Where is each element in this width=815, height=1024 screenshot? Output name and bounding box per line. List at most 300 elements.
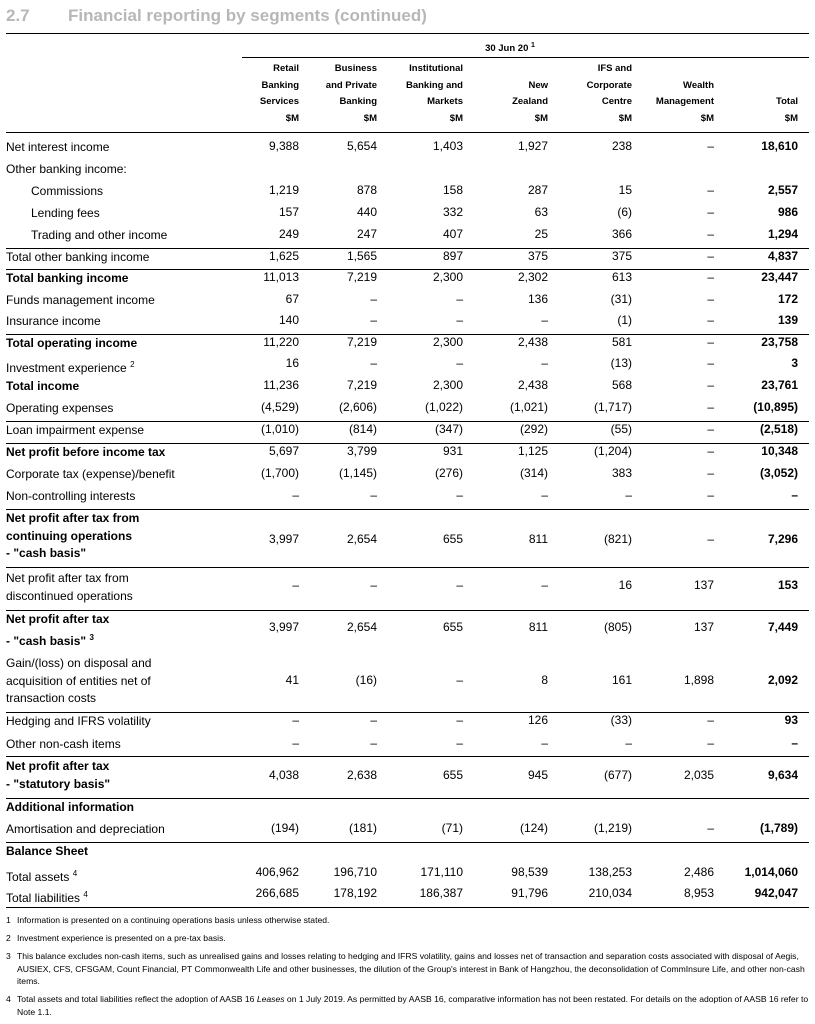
row-label-text: Funds management income <box>6 293 155 307</box>
cell-value: 7,219 <box>346 270 377 284</box>
row-separator <box>6 842 809 843</box>
row-label <box>6 422 144 440</box>
cell-value: (3,052) <box>759 466 798 480</box>
footnote-number: 2 <box>6 933 11 943</box>
period-label: 30 Jun 20 <box>485 43 529 55</box>
cell-value: 11,236 <box>263 378 299 392</box>
table-row <box>6 205 809 225</box>
cell-value: 332 <box>442 205 463 219</box>
column-header-line: Banking <box>261 79 299 91</box>
cell-value: 5,654 <box>346 139 377 153</box>
footnote-text-italic: Leases <box>256 994 285 1004</box>
row-label-text: Additional information <box>6 800 134 814</box>
table-row <box>6 736 809 756</box>
row-label-line: Net profit after tax <box>6 612 110 626</box>
cell-value: 8,953 <box>683 886 714 900</box>
row-label-text: Total other banking income <box>6 250 150 264</box>
cell-value: – <box>707 205 714 219</box>
cell-value: – <box>791 488 798 502</box>
cell-value: 3 <box>791 356 798 370</box>
cell-value: – <box>456 313 463 327</box>
row-label <box>6 510 139 563</box>
column-unit: $M <box>618 112 632 124</box>
row-separator <box>6 567 809 568</box>
column-unit: $M <box>363 112 377 124</box>
cell-value: 2,557 <box>767 183 798 197</box>
row-label-text: Amortisation and depreciation <box>6 822 165 836</box>
cell-value: (16) <box>355 673 377 687</box>
column-header-line: Retail <box>273 63 299 74</box>
cell-value: 136 <box>527 292 548 306</box>
cell-value: 878 <box>356 183 377 197</box>
cell-value: 91,796 <box>511 886 548 900</box>
row-label <box>6 821 165 839</box>
row-label-text: Operating expenses <box>6 401 114 415</box>
cell-value: – <box>707 270 714 284</box>
row-separator <box>6 248 809 249</box>
row-label-line: - "cash basis" $^3$ <box>6 632 94 648</box>
cell-value: – <box>707 313 714 327</box>
cell-value: 16 <box>285 356 299 370</box>
row-label <box>6 227 167 245</box>
cell-value: 2,654 <box>346 532 377 546</box>
cell-value: (181) <box>348 821 377 835</box>
cell-value: 655 <box>442 768 463 782</box>
cell-value: (31) <box>610 292 632 306</box>
cell-value: 287 <box>527 183 548 197</box>
row-label-text: Total assets <box>6 870 70 884</box>
row-label <box>6 444 165 462</box>
row-separator <box>6 712 809 713</box>
cell-value: 186,387 <box>419 886 463 900</box>
cell-value: – <box>456 356 463 370</box>
cell-value: – <box>370 356 377 370</box>
column-header-line: Banking and <box>405 79 463 91</box>
cell-value: 366 <box>611 227 632 241</box>
cell-value: 655 <box>442 620 463 634</box>
footnote <box>6 993 809 1018</box>
row-label-text: Net profit before income tax <box>6 445 166 459</box>
cell-value: 4,837 <box>767 249 798 263</box>
footnote-number: 1 <box>6 915 11 925</box>
cell-value: 172 <box>777 292 798 306</box>
cell-value: 126 <box>527 713 548 727</box>
table-row <box>6 335 809 355</box>
cell-value: 153 <box>777 578 798 592</box>
cell-value: – <box>370 313 377 327</box>
cell-value: (1,789) <box>759 821 798 835</box>
row-label-text: Non-controlling interests <box>6 489 136 503</box>
cell-value: (2,606) <box>338 400 377 414</box>
cell-value: – <box>707 292 714 306</box>
table-row <box>6 713 809 733</box>
footnote-number: 4 <box>6 994 11 1004</box>
table-row <box>6 183 809 203</box>
row-label-text: Total operating income <box>6 336 138 350</box>
cell-value: 11,220 <box>263 335 299 349</box>
cell-value: – <box>292 488 299 502</box>
cell-value: – <box>456 736 463 750</box>
footnote-text <box>17 993 809 1018</box>
period-footnote-ref: 1 <box>531 42 535 49</box>
cell-value: – <box>370 578 377 592</box>
footnote-rule <box>6 907 809 908</box>
cell-value: 1,625 <box>268 249 299 263</box>
footnote-number: 3 <box>6 951 11 961</box>
table-row <box>6 378 809 398</box>
column-header-line: Services <box>259 96 299 107</box>
cell-value: 2,035 <box>683 768 714 782</box>
section-title: Financial reporting by segments (continued) <box>68 6 427 25</box>
cell-value: (2,518) <box>759 422 798 436</box>
cell-value: – <box>707 532 714 546</box>
cell-value: 63 <box>534 205 548 219</box>
footnote-text: Information is presented on a continuing operations basis unless otherwise stated. <box>17 915 330 925</box>
cell-value: – <box>541 578 548 592</box>
cell-value: 2,654 <box>346 620 377 634</box>
table-row <box>6 886 809 906</box>
cell-value: – <box>370 488 377 502</box>
row-separator <box>6 421 809 422</box>
cell-value: 9,388 <box>268 139 299 153</box>
column-header-line: Business <box>334 63 377 74</box>
cell-value: 15 <box>618 183 632 197</box>
table-row <box>6 422 809 442</box>
cell-value: – <box>292 713 299 727</box>
cell-value: 2,300 <box>432 335 463 349</box>
table-row <box>6 655 809 709</box>
table-row <box>6 292 809 312</box>
row-label <box>6 611 109 650</box>
cell-value: 3,997 <box>268 532 299 546</box>
row-label-text: Hedging and IFRS volatility <box>6 714 151 728</box>
table-row <box>6 400 809 420</box>
cell-value: 986 <box>777 205 798 219</box>
cell-value: (1,204) <box>593 444 632 458</box>
cell-value: – <box>456 578 463 592</box>
cell-value: (314) <box>519 466 548 480</box>
column-header-line: Institutional <box>409 63 463 74</box>
row-label <box>6 799 134 817</box>
row-label-line: acquisition of entities net of <box>6 673 151 688</box>
cell-value: – <box>707 227 714 241</box>
column-unit: $M <box>700 112 714 124</box>
row-label <box>6 886 88 908</box>
cell-value: – <box>707 400 714 414</box>
row-label-line: Net profit after tax from <box>6 571 129 585</box>
cell-value: – <box>456 673 463 687</box>
row-label-text: Investment experience <box>6 361 127 375</box>
cell-value: (677) <box>603 768 632 782</box>
table-row <box>6 313 809 333</box>
row-label <box>6 713 151 731</box>
cell-value: (1,145) <box>338 466 377 480</box>
section-header <box>6 6 427 32</box>
cell-value: – <box>625 488 632 502</box>
cell-value: 383 <box>611 466 632 480</box>
footnote-text-part: Total assets and total liabilities reflect the adoption of AASB 16 <box>17 994 257 1004</box>
cell-value: 1,125 <box>517 444 548 458</box>
column-header-line: Centre <box>601 96 632 107</box>
cell-value: 10,348 <box>761 444 798 458</box>
footnote-text-part: on 1 July 2019. As permitted by AASB 16, comparative information has not been restated. For details on the adoption of AASB 16 refer to Note 1.1. <box>17 994 809 1017</box>
row-label-line: Gain/(loss) on disposal and <box>6 656 152 670</box>
column-header-line: Total <box>776 96 798 107</box>
cell-value: 210,034 <box>588 886 632 900</box>
cell-value: – <box>541 736 548 750</box>
cell-value: (33) <box>610 713 632 727</box>
row-label <box>6 161 127 179</box>
cell-value: (347) <box>434 422 463 436</box>
footnote-ref: 3 <box>89 632 94 642</box>
row-separator <box>6 756 809 757</box>
row-label <box>6 758 110 793</box>
cell-value: 811 <box>528 620 548 634</box>
cell-value: – <box>625 736 632 750</box>
cell-value: 440 <box>356 205 377 219</box>
cell-value: – <box>456 488 463 502</box>
row-label-text: Commissions <box>31 184 104 198</box>
cell-value: 138,253 <box>588 865 632 879</box>
table-row <box>6 799 809 819</box>
cell-value: (124) <box>519 821 548 835</box>
cell-value: 140 <box>278 313 299 327</box>
table-row <box>6 249 809 269</box>
cell-value: (1,021) <box>509 400 548 414</box>
cell-value: – <box>791 736 798 750</box>
section-number: 2.7 <box>6 6 30 25</box>
table-row <box>6 843 809 863</box>
cell-value: 1,219 <box>268 183 299 197</box>
cell-value: – <box>370 713 377 727</box>
row-label <box>6 488 135 506</box>
row-label <box>6 183 103 201</box>
footnote <box>6 914 809 927</box>
row-separator <box>6 269 809 270</box>
cell-value: 41 <box>285 673 299 687</box>
cell-value: 2,486 <box>683 865 714 879</box>
cell-value: (814) <box>348 422 377 436</box>
row-label-line: Net profit after tax <box>6 759 110 773</box>
cell-value: 375 <box>527 249 548 263</box>
cell-value: 568 <box>611 378 632 392</box>
cell-value: – <box>707 736 714 750</box>
cell-value: – <box>707 183 714 197</box>
cell-value: 407 <box>442 227 463 241</box>
column-header-line: Zealand <box>512 96 548 107</box>
cell-value: (805) <box>603 620 632 634</box>
row-label-line: Net profit after tax from <box>6 511 140 525</box>
table-row <box>6 570 809 606</box>
cell-value: 238 <box>611 139 632 153</box>
cell-value: 613 <box>611 270 632 284</box>
cell-value: – <box>541 488 548 502</box>
cell-value: 811 <box>528 532 548 546</box>
row-label-text: Total liabilities <box>6 891 81 905</box>
cell-value: 1,014,060 <box>744 865 798 879</box>
footnote-text: Investment experience is presented on a pre-tax basis. <box>17 933 226 943</box>
row-label-line: discontinued operations <box>6 588 133 603</box>
cell-value: 1,565 <box>346 249 377 263</box>
cell-value: 247 <box>356 227 377 241</box>
cell-value: 7,296 <box>767 532 798 546</box>
row-label <box>6 356 135 378</box>
cell-value: 158 <box>442 183 463 197</box>
cell-value: 67 <box>285 292 299 306</box>
row-label-text: Loan impairment expense <box>6 423 145 437</box>
row-label-line: - "cash basis" <box>6 546 87 560</box>
cell-value: 178,192 <box>333 886 377 900</box>
cell-value: 161 <box>611 673 632 687</box>
column-header-line: Management <box>655 96 714 107</box>
cell-value: (71) <box>441 821 463 835</box>
cell-value: – <box>456 713 463 727</box>
column-header-line: and Private <box>325 79 377 91</box>
cell-value: – <box>707 713 714 727</box>
cell-value: 93 <box>784 713 798 727</box>
row-label <box>6 292 155 310</box>
cell-value: – <box>707 356 714 370</box>
cell-value: 581 <box>611 335 632 349</box>
cell-value: (4,529) <box>260 400 299 414</box>
row-label-line: transaction costs <box>6 691 97 705</box>
cell-value: (1) <box>617 313 632 327</box>
row-label <box>6 655 151 708</box>
row-label <box>6 139 109 157</box>
column-header <box>698 61 798 127</box>
cell-value: – <box>707 335 714 349</box>
cell-value: 1,403 <box>432 139 463 153</box>
cell-value: 11,013 <box>263 270 299 284</box>
cell-value: 2,638 <box>346 768 377 782</box>
row-label <box>6 249 149 267</box>
cell-value: 2,438 <box>517 335 548 349</box>
column-header-line: Banking <box>339 96 377 107</box>
column-unit: $M <box>534 112 548 124</box>
cell-value: 2,300 <box>432 378 463 392</box>
row-label-text: Corporate tax (expense)/benefit <box>6 467 175 481</box>
footnote <box>6 932 809 945</box>
cell-value: (13) <box>610 356 632 370</box>
column-header-line: New <box>528 79 548 91</box>
cell-value: 2,438 <box>517 378 548 392</box>
cell-value: 7,219 <box>346 378 377 392</box>
cell-value: 266,685 <box>255 886 299 900</box>
cell-value: 2,302 <box>517 270 548 284</box>
cell-value: (1,700) <box>260 466 299 480</box>
cell-value: 2,092 <box>767 673 798 687</box>
cell-value: 897 <box>442 249 463 263</box>
cell-value: (276) <box>434 466 463 480</box>
footnote-text: This balance excludes non-cash items, such as unrealised gains and losses relating to hedging and IFRS volatility, gains and losses net of transaction and separation costs associated with disposal of Aegis, AUSIEX, CFS, CFSGAM, Count Financial, PT Commonwealth Life and other businesses, the dilution of the Group's interest in Bank of Hangzhou, the deconsolidation of CommInsure Life, and other non-cash items. <box>17 951 805 986</box>
row-label <box>6 400 113 418</box>
cell-value: 1,294 <box>767 227 798 241</box>
row-label <box>6 570 133 605</box>
column-unit: $M <box>285 112 299 124</box>
row-separator <box>6 334 809 335</box>
row-label-line: - "statutory basis" <box>6 776 111 791</box>
row-label <box>6 466 175 484</box>
cell-value: (10,895) <box>753 400 798 414</box>
row-label-text: Balance Sheet <box>6 844 89 858</box>
table-row <box>6 139 809 159</box>
column-unit: $M <box>784 112 798 124</box>
table-row <box>6 821 809 841</box>
header-rule <box>6 33 809 34</box>
cell-value: – <box>707 821 714 835</box>
row-label-text: Net interest income <box>6 140 110 154</box>
cell-value: 157 <box>278 205 299 219</box>
cell-value: 942,047 <box>754 886 798 900</box>
table-row <box>6 758 809 794</box>
cell-value: (1,010) <box>260 422 299 436</box>
row-label <box>6 205 100 223</box>
column-header-line: Wealth <box>683 79 714 91</box>
cell-value: 196,710 <box>333 865 377 879</box>
cell-value: – <box>370 736 377 750</box>
cell-value: (1,717) <box>593 400 632 414</box>
table-row <box>6 356 809 376</box>
column-header-rule <box>6 132 809 133</box>
cell-value: (194) <box>270 821 299 835</box>
row-label <box>6 378 79 396</box>
row-label-text: Other non-cash items <box>6 737 121 751</box>
cell-value: – <box>707 466 714 480</box>
row-separator <box>6 798 809 799</box>
cell-value: – <box>707 378 714 392</box>
row-label-text: Total banking income <box>6 271 129 285</box>
cell-value: (821) <box>603 532 632 546</box>
cell-value: 7,219 <box>346 335 377 349</box>
cell-value: (6) <box>617 205 632 219</box>
cell-value: 137 <box>693 620 714 634</box>
cell-value: (1,022) <box>424 400 463 414</box>
row-separator <box>6 509 809 510</box>
cell-value: – <box>707 139 714 153</box>
cell-value: – <box>370 292 377 306</box>
footnote-ref: 4 <box>83 890 88 899</box>
table-row <box>6 466 809 486</box>
column-header-line: Corporate <box>586 79 632 91</box>
footnote <box>6 950 809 988</box>
cell-value: 3,997 <box>268 620 299 634</box>
table-row <box>6 611 809 647</box>
column-header-line: Markets <box>427 96 463 107</box>
cell-value: – <box>292 736 299 750</box>
cell-value: 25 <box>534 227 548 241</box>
cell-value: – <box>707 249 714 263</box>
row-label <box>6 843 88 861</box>
footnote-ref: 2 <box>130 360 135 369</box>
cell-value: 406,962 <box>255 865 299 879</box>
cell-value: – <box>456 292 463 306</box>
cell-value: 171,110 <box>420 865 463 879</box>
row-label-text: Lending fees <box>31 206 100 220</box>
row-label <box>6 313 101 331</box>
table-row <box>6 488 809 508</box>
cell-value: 18,610 <box>761 139 798 153</box>
cell-value: 655 <box>442 532 463 546</box>
row-label-text: Other banking income: <box>6 162 127 176</box>
row-label <box>6 865 77 887</box>
column-unit: $M <box>449 112 463 124</box>
cell-value: 23,447 <box>761 270 798 284</box>
row-label-text: Insurance income <box>6 314 101 328</box>
cell-value: – <box>541 356 548 370</box>
cell-value: – <box>541 313 548 327</box>
cell-value: 249 <box>278 227 299 241</box>
period-rule <box>242 57 809 58</box>
